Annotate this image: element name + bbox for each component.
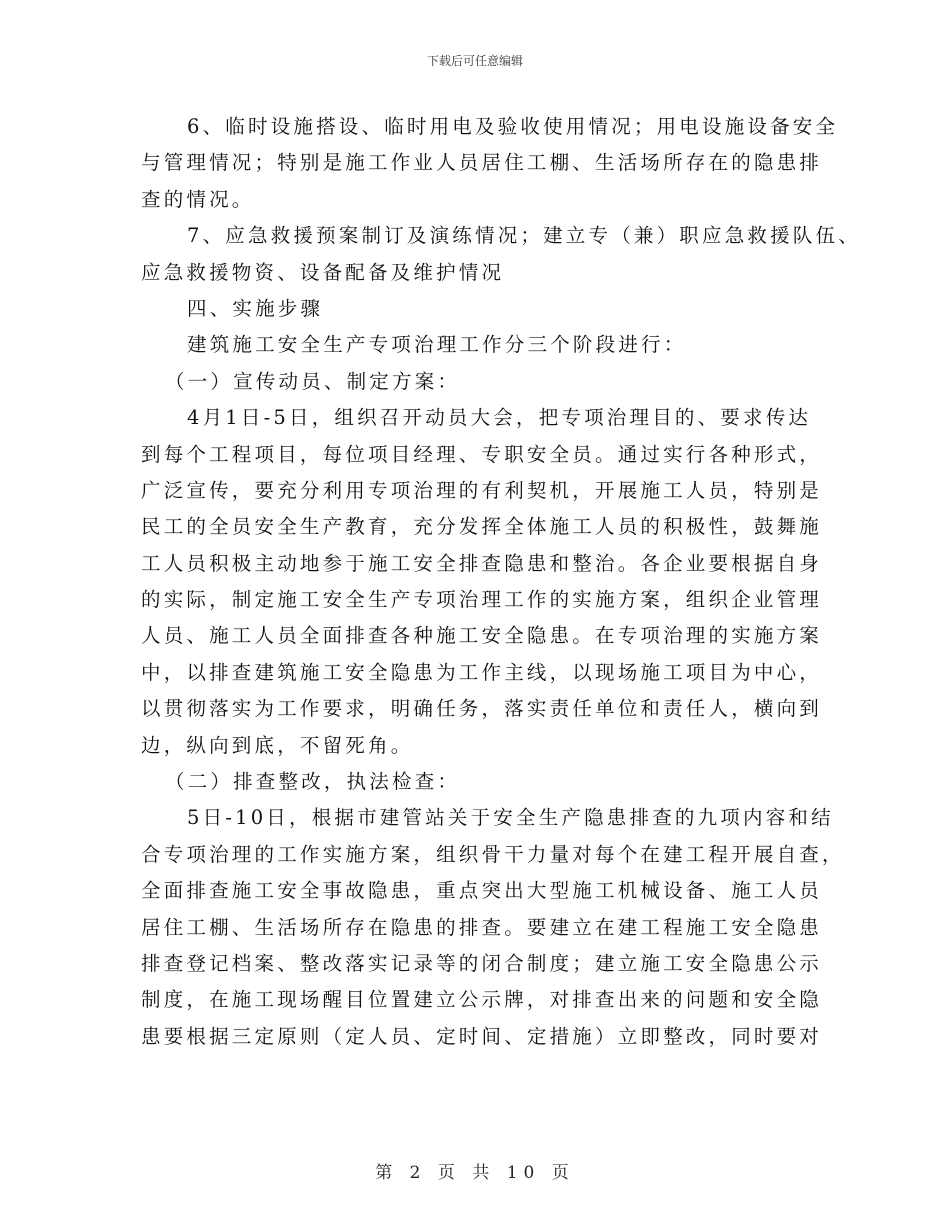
paragraph-stage-two-body [141,800,845,1055]
text-line: 建筑施工安全生产专项治理工作分三个阶段进行： [187,333,687,357]
text-line: （二）排查整改，执法检查： [165,770,461,794]
section-heading-implementation-steps [141,291,831,327]
text-line: 5日-10日，根据市建管站关于安全生产隐患排查的九项内容和结 [187,806,834,830]
text-line: 制度，在施工现场醒目位置建立公示牌，对排查出来的问题和安全隐 [141,988,823,1012]
subheading-stage-one [141,364,831,400]
text-line: 7、应急救援预案制订及演练情况；建立专（兼）职应急救援队伍、 [187,224,861,248]
text-line: 排查登记档案、整改落实记录等的闭合制度；建立施工安全隐患公示 [141,951,823,975]
text-line: 应急救援物资、设备配备及维护情况 [141,260,505,284]
text-line: 广泛宣传，要充分利用专项治理的有利契机，开展施工人员，特别是 [141,478,823,502]
page-header: 下载后可任意编辑 [426,54,523,68]
paragraph-item-6 [141,109,839,218]
text-line: 四、实施步骤 [187,296,324,320]
text-line: 居住工棚、生活场所存在隐患的排查。要建立在建工程施工安全隐患 [141,915,823,939]
text-line: 的实际，制定施工安全生产专项治理工作的实施方案，组织企业管理 [141,588,823,612]
text-line: 6、临时设施搭设、临时用电及验收使用情况；用电设施设备安全 [187,115,839,138]
text-line: 4月1日-5日，组织召开动员大会，把专项治理目的、要求传达 [187,406,812,430]
subheading-stage-two [141,764,831,800]
text-line: 到每个工程项目，每位项目经理、专职安全员。通过实行各种形式， [141,442,823,466]
paragraph-stages-intro [141,327,831,363]
text-line: 全面排查施工安全事故隐患，重点突出大型施工机械设备、施工人员 [141,879,823,903]
document-body [141,109,861,1055]
text-line: 合专项治理的工作实施方案，组织骨干力量对每个在建工程开展自查， [141,842,845,866]
text-line: 与管理情况；特别是施工作业人员居住工棚、生活场所存在的隐患排 [141,151,823,175]
text-line: 人员、施工人员全面排查各种施工安全隐患。在专项治理的实施方案 [141,624,823,648]
text-line: 民工的全员安全生产教育，充分发挥全体施工人员的积极性，鼓舞施 [141,515,823,539]
text-line: 中，以排查建筑施工安全隐患为工作主线，以现场施工项目为中心， [141,660,823,684]
text-line: （一）宣传动员、制定方案： [165,369,461,393]
text-line: 查的情况。 [141,187,255,211]
text-line: 工人员积极主动地参于施工安全排查隐患和整治。各企业要根据自身 [141,551,823,575]
text-line: 以贯彻落实为工作要求，明确任务，落实责任单位和责任人，横向到 [141,697,823,721]
text-line: 边，纵向到底，不留死角。 [141,733,414,757]
page-number-footer: 第 2 页 共 10 页 [375,1163,575,1183]
paragraph-stage-one-body [141,400,831,764]
paragraph-item-7 [141,218,861,291]
text-line: 患要根据三定原则（定人员、定时间、定措施）立即整改，同时要对 [141,1024,823,1048]
